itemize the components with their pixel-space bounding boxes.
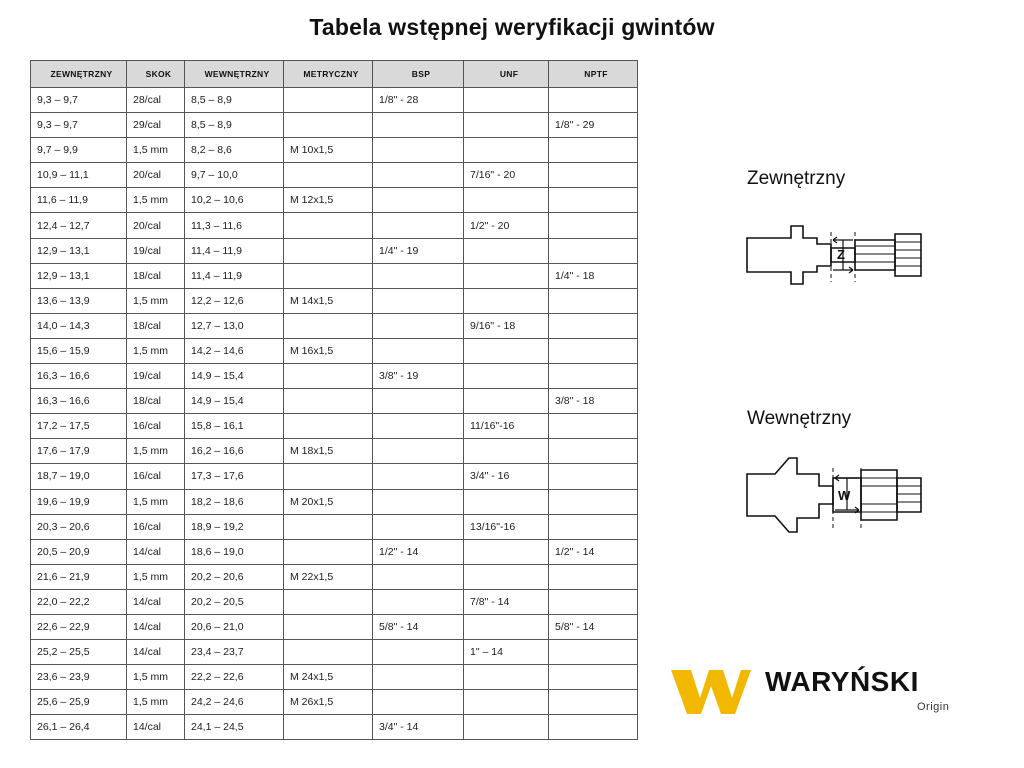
table-cell bbox=[373, 313, 464, 338]
table-cell: 14,2 – 14,6 bbox=[185, 338, 284, 363]
table-row bbox=[31, 288, 638, 313]
table-cell: 14,0 – 14,3 bbox=[31, 313, 127, 338]
column-header-bsp: BSP bbox=[373, 61, 464, 88]
table-cell bbox=[284, 163, 373, 188]
table-cell bbox=[373, 338, 464, 363]
table-cell: 1/4" - 18 bbox=[549, 263, 638, 288]
table-cell: 11,4 – 11,9 bbox=[185, 238, 284, 263]
table-cell bbox=[549, 313, 638, 338]
table-cell bbox=[373, 414, 464, 439]
table-row bbox=[31, 690, 638, 715]
table-cell bbox=[284, 313, 373, 338]
logo-wordmark: WARYŃSKI bbox=[765, 666, 919, 697]
table-cell bbox=[373, 263, 464, 288]
table-cell: 16,3 – 16,6 bbox=[31, 389, 127, 414]
table-cell: 19/cal bbox=[127, 238, 185, 263]
column-header-nptf: NPTF bbox=[549, 61, 638, 88]
table-row bbox=[31, 364, 638, 389]
table-cell bbox=[284, 213, 373, 238]
table-cell bbox=[284, 614, 373, 639]
table-cell bbox=[284, 389, 373, 414]
table-cell: 17,2 – 17,5 bbox=[31, 414, 127, 439]
table-cell: 14/cal bbox=[127, 614, 185, 639]
table-cell: 22,6 – 22,9 bbox=[31, 614, 127, 639]
table-cell: M 24x1,5 bbox=[284, 665, 373, 690]
table-cell: 15,8 – 16,1 bbox=[185, 414, 284, 439]
table-cell: M 16x1,5 bbox=[284, 338, 373, 363]
table-cell: 8,5 – 8,9 bbox=[185, 88, 284, 113]
table-cell bbox=[373, 113, 464, 138]
table-cell: 24,2 – 24,6 bbox=[185, 690, 284, 715]
table-row bbox=[31, 564, 638, 589]
table-cell: 20,2 – 20,6 bbox=[185, 564, 284, 589]
table-cell bbox=[549, 564, 638, 589]
internal-measure-label: W bbox=[838, 488, 851, 503]
table-cell bbox=[549, 414, 638, 439]
table-cell: 8,2 – 8,6 bbox=[185, 138, 284, 163]
table-row bbox=[31, 338, 638, 363]
table-cell bbox=[464, 364, 549, 389]
table-cell: 25,6 – 25,9 bbox=[31, 690, 127, 715]
table-row bbox=[31, 238, 638, 263]
table-row bbox=[31, 313, 638, 338]
table-cell: 18/cal bbox=[127, 389, 185, 414]
table-cell: 1,5 mm bbox=[127, 665, 185, 690]
table-row bbox=[31, 414, 638, 439]
table-cell: 3/4" - 16 bbox=[464, 464, 549, 489]
table-cell bbox=[284, 589, 373, 614]
table-cell bbox=[549, 163, 638, 188]
table-cell: 9,3 – 9,7 bbox=[31, 113, 127, 138]
table-row bbox=[31, 188, 638, 213]
table-cell bbox=[549, 464, 638, 489]
table-cell bbox=[464, 263, 549, 288]
table-cell: 1,5 mm bbox=[127, 439, 185, 464]
table-row bbox=[31, 213, 638, 238]
caliper-external-icon bbox=[745, 204, 945, 309]
table-cell: 1/4" - 19 bbox=[373, 238, 464, 263]
table-cell: 1,5 mm bbox=[127, 489, 185, 514]
table-cell bbox=[373, 389, 464, 414]
table-cell bbox=[373, 514, 464, 539]
table-cell: M 20x1,5 bbox=[284, 489, 373, 514]
column-header-unf: UNF bbox=[464, 61, 549, 88]
table-row bbox=[31, 464, 638, 489]
table-cell bbox=[373, 138, 464, 163]
table-cell: 29/cal bbox=[127, 113, 185, 138]
table-cell: 16/cal bbox=[127, 514, 185, 539]
table-cell: 9,7 – 9,9 bbox=[31, 138, 127, 163]
table-cell: 14/cal bbox=[127, 539, 185, 564]
table-cell bbox=[464, 288, 549, 313]
table-cell bbox=[464, 138, 549, 163]
table-cell: 9,3 – 9,7 bbox=[31, 88, 127, 113]
table-cell: 20,3 – 20,6 bbox=[31, 514, 127, 539]
page-title: Tabela wstępnej weryfikacji gwintów bbox=[309, 14, 715, 40]
table-cell bbox=[373, 690, 464, 715]
column-header-metryczny: METRYCZNY bbox=[284, 61, 373, 88]
table-cell bbox=[284, 464, 373, 489]
table-cell: 1/2" - 14 bbox=[373, 539, 464, 564]
table-cell: 25,2 – 25,5 bbox=[31, 640, 127, 665]
table-cell bbox=[284, 715, 373, 740]
column-header-zewnetrzny: ZEWNĘTRZNY bbox=[31, 61, 127, 88]
table-cell: 19/cal bbox=[127, 364, 185, 389]
table-cell: M 12x1,5 bbox=[284, 188, 373, 213]
table-cell: 11,6 – 11,9 bbox=[31, 188, 127, 213]
table-cell: 3/8" - 18 bbox=[549, 389, 638, 414]
table-cell: 28/cal bbox=[127, 88, 185, 113]
table-cell bbox=[284, 539, 373, 564]
table-cell bbox=[373, 439, 464, 464]
table-cell: 23,4 – 23,7 bbox=[185, 640, 284, 665]
table-cell: 13,6 – 13,9 bbox=[31, 288, 127, 313]
table-cell: 7/16" - 20 bbox=[464, 163, 549, 188]
table-cell: 22,0 – 22,2 bbox=[31, 589, 127, 614]
table-cell: 16,2 – 16,6 bbox=[185, 439, 284, 464]
table-cell: 12,7 – 13,0 bbox=[185, 313, 284, 338]
table-cell: 14/cal bbox=[127, 589, 185, 614]
table-row bbox=[31, 113, 638, 138]
table-cell bbox=[549, 138, 638, 163]
table-row bbox=[31, 138, 638, 163]
table-cell: 18,6 – 19,0 bbox=[185, 539, 284, 564]
table-row bbox=[31, 665, 638, 690]
column-header-skok: SKOK bbox=[127, 61, 185, 88]
table-cell: 9,7 – 10,0 bbox=[185, 163, 284, 188]
table-cell bbox=[549, 589, 638, 614]
table-cell bbox=[373, 288, 464, 313]
table-cell: M 14x1,5 bbox=[284, 288, 373, 313]
table-cell bbox=[464, 489, 549, 514]
table-cell bbox=[549, 514, 638, 539]
table-cell bbox=[373, 213, 464, 238]
table-cell: 13/16"-16 bbox=[464, 514, 549, 539]
table-cell bbox=[549, 288, 638, 313]
table-cell: 1,5 mm bbox=[127, 564, 185, 589]
table-cell: M 22x1,5 bbox=[284, 564, 373, 589]
table-row bbox=[31, 389, 638, 414]
table-cell: 15,6 – 15,9 bbox=[31, 338, 127, 363]
internal-diagram-heading: Wewnętrzny bbox=[747, 408, 852, 429]
table-cell: 16/cal bbox=[127, 414, 185, 439]
table-cell bbox=[464, 690, 549, 715]
table-cell: 18,2 – 18,6 bbox=[185, 489, 284, 514]
table-cell: 18/cal bbox=[127, 313, 185, 338]
table-cell: 3/8" - 19 bbox=[373, 364, 464, 389]
table-cell: 3/4" - 14 bbox=[373, 715, 464, 740]
table-cell: 14,9 – 15,4 bbox=[185, 364, 284, 389]
table-cell: 1/2" - 14 bbox=[549, 539, 638, 564]
table-cell bbox=[549, 665, 638, 690]
table-cell: 14/cal bbox=[127, 715, 185, 740]
table-row bbox=[31, 263, 638, 288]
table-cell bbox=[464, 389, 549, 414]
table-cell: 17,6 – 17,9 bbox=[31, 439, 127, 464]
table-cell: 8,5 – 8,9 bbox=[185, 113, 284, 138]
waryn-w-mark-icon bbox=[667, 664, 755, 720]
table-cell bbox=[464, 113, 549, 138]
table-cell: 14,9 – 15,4 bbox=[185, 389, 284, 414]
table-cell: 23,6 – 23,9 bbox=[31, 665, 127, 690]
table-cell: 12,9 – 13,1 bbox=[31, 263, 127, 288]
table-cell bbox=[549, 213, 638, 238]
table-cell bbox=[549, 338, 638, 363]
table-body bbox=[31, 88, 638, 740]
column-header-wewnetrzny: WEWNĘTRZNY bbox=[185, 61, 284, 88]
table-cell bbox=[464, 715, 549, 740]
table-cell: 18,7 – 19,0 bbox=[31, 464, 127, 489]
table-cell: 12,2 – 12,6 bbox=[185, 288, 284, 313]
table-row bbox=[31, 489, 638, 514]
table-cell bbox=[549, 640, 638, 665]
table-row bbox=[31, 640, 638, 665]
table-cell: M 26x1,5 bbox=[284, 690, 373, 715]
table-cell bbox=[284, 113, 373, 138]
table-cell: 5/8" - 14 bbox=[373, 614, 464, 639]
table-cell bbox=[373, 564, 464, 589]
table-cell bbox=[549, 238, 638, 263]
table-cell bbox=[549, 489, 638, 514]
table-cell: 20,2 – 20,5 bbox=[185, 589, 284, 614]
table-cell: 1" – 14 bbox=[464, 640, 549, 665]
table-row bbox=[31, 589, 638, 614]
table-cell bbox=[373, 589, 464, 614]
table-cell bbox=[549, 88, 638, 113]
table-cell: 22,2 – 22,6 bbox=[185, 665, 284, 690]
table-header-row bbox=[31, 61, 638, 88]
table-cell: 1,5 mm bbox=[127, 188, 185, 213]
internal-thread-diagram-block bbox=[745, 408, 995, 549]
table-cell bbox=[464, 439, 549, 464]
table-cell: 24,1 – 24,5 bbox=[185, 715, 284, 740]
table-cell: 21,6 – 21,9 bbox=[31, 564, 127, 589]
table-cell: 12,4 – 12,7 bbox=[31, 213, 127, 238]
external-measure-label: Z bbox=[837, 247, 845, 262]
table-cell: 7/8" - 14 bbox=[464, 589, 549, 614]
table-cell: 10,9 – 11,1 bbox=[31, 163, 127, 188]
table-cell bbox=[464, 188, 549, 213]
table-row bbox=[31, 439, 638, 464]
table-cell: 9/16" - 18 bbox=[464, 313, 549, 338]
table-cell bbox=[464, 614, 549, 639]
table-cell: 20,6 – 21,0 bbox=[185, 614, 284, 639]
table-cell: 26,1 – 26,4 bbox=[31, 715, 127, 740]
caliper-internal-icon bbox=[745, 444, 945, 549]
table-cell bbox=[373, 640, 464, 665]
table-cell: 14/cal bbox=[127, 640, 185, 665]
table-cell: 17,3 – 17,6 bbox=[185, 464, 284, 489]
table-cell bbox=[373, 464, 464, 489]
table-cell: 11,3 – 11,6 bbox=[185, 213, 284, 238]
table-cell: 20,5 – 20,9 bbox=[31, 539, 127, 564]
table-cell bbox=[549, 364, 638, 389]
table-cell: 11/16"-16 bbox=[464, 414, 549, 439]
table-cell: M 18x1,5 bbox=[284, 439, 373, 464]
table-cell bbox=[284, 238, 373, 263]
table-cell bbox=[284, 364, 373, 389]
table-cell bbox=[284, 263, 373, 288]
brand-logo bbox=[667, 660, 997, 730]
table-cell: 1/8" - 29 bbox=[549, 113, 638, 138]
table-row bbox=[31, 715, 638, 740]
table-cell: 18,9 – 19,2 bbox=[185, 514, 284, 539]
table-row bbox=[31, 514, 638, 539]
table-cell: 20/cal bbox=[127, 163, 185, 188]
table-cell: 10,2 – 10,6 bbox=[185, 188, 284, 213]
table-cell bbox=[284, 414, 373, 439]
table-cell: 5/8" - 14 bbox=[549, 614, 638, 639]
table-cell: 11,4 – 11,9 bbox=[185, 263, 284, 288]
table-cell: 18/cal bbox=[127, 263, 185, 288]
table-cell: 16,3 – 16,6 bbox=[31, 364, 127, 389]
table-cell bbox=[373, 665, 464, 690]
table-cell: M 10x1,5 bbox=[284, 138, 373, 163]
external-diagram-heading: Zewnętrzny bbox=[747, 168, 846, 189]
table-row bbox=[31, 614, 638, 639]
table-cell bbox=[464, 88, 549, 113]
table-cell: 1/8" - 28 bbox=[373, 88, 464, 113]
table-cell bbox=[373, 489, 464, 514]
table-cell: 1,5 mm bbox=[127, 338, 185, 363]
thread-verification-table bbox=[30, 60, 638, 740]
table-cell bbox=[284, 88, 373, 113]
table-row bbox=[31, 539, 638, 564]
logo-tagline: Origin bbox=[917, 701, 950, 713]
table-cell bbox=[464, 564, 549, 589]
table-cell bbox=[549, 188, 638, 213]
external-thread-diagram-block bbox=[745, 168, 995, 309]
table-cell: 19,6 – 19,9 bbox=[31, 489, 127, 514]
table-row bbox=[31, 163, 638, 188]
table-cell: 1,5 mm bbox=[127, 288, 185, 313]
table-cell bbox=[464, 665, 549, 690]
table-row bbox=[31, 88, 638, 113]
table-cell bbox=[549, 439, 638, 464]
table-cell bbox=[464, 539, 549, 564]
table-cell bbox=[464, 338, 549, 363]
table-cell: 1,5 mm bbox=[127, 138, 185, 163]
table-cell bbox=[373, 163, 464, 188]
table-cell: 20/cal bbox=[127, 213, 185, 238]
table-cell: 16/cal bbox=[127, 464, 185, 489]
table-cell bbox=[373, 188, 464, 213]
table-cell bbox=[464, 238, 549, 263]
table-cell: 1/2" - 20 bbox=[464, 213, 549, 238]
table-cell bbox=[549, 690, 638, 715]
table-cell: 1,5 mm bbox=[127, 690, 185, 715]
table-cell bbox=[284, 514, 373, 539]
table-cell: 12,9 – 13,1 bbox=[31, 238, 127, 263]
table-cell bbox=[284, 640, 373, 665]
table-cell bbox=[549, 715, 638, 740]
